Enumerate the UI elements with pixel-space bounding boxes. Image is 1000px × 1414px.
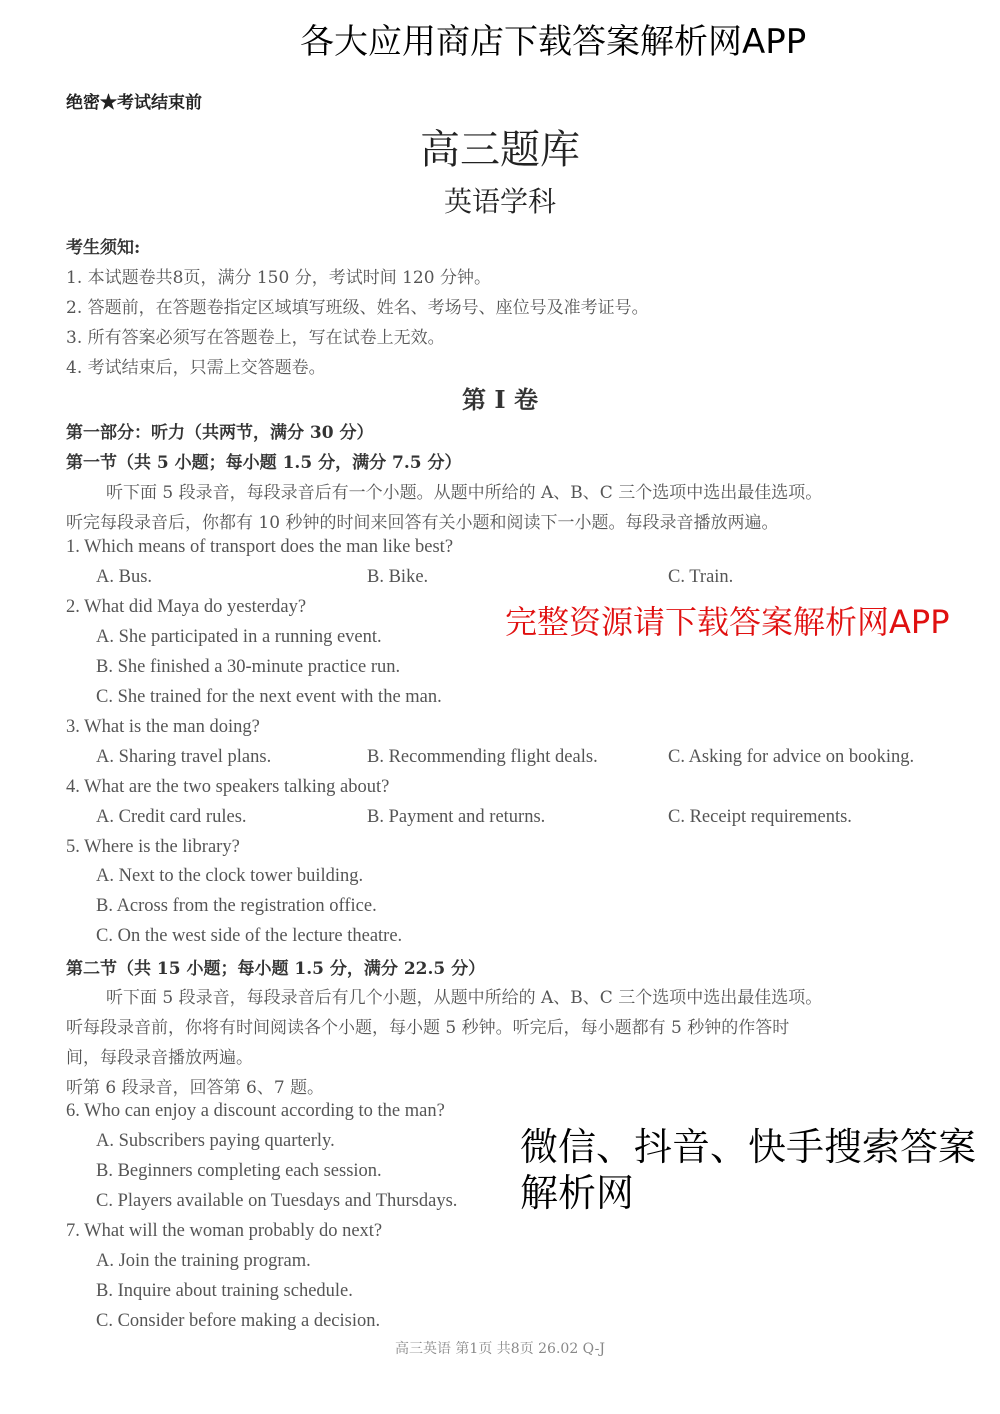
instruction: 听下面 5 段录音，每段录音后有一个小题。从题中所给的 A、B、C 三个选项中选出最佳选项。 xyxy=(106,483,823,503)
option: A. Subscribers paying quarterly. xyxy=(96,1131,335,1151)
question: 2. What did Maya do yesterday? xyxy=(66,597,307,617)
watermark: 完整资源请下载答案解析网APP xyxy=(505,603,950,641)
option: A. Sharing travel plans. xyxy=(96,747,272,767)
instruction: 听第 6 段录音，回答第 6、7 题。 xyxy=(66,1078,325,1098)
option: B. Payment and returns. xyxy=(367,807,546,827)
page-footer: 高三英语 第1页 共8页 26.02 Q-J xyxy=(394,1341,606,1357)
question: 3. What is the man doing? xyxy=(66,717,260,737)
option: A. Bus. xyxy=(96,567,153,587)
option: B. Inquire about training schedule. xyxy=(96,1281,353,1301)
question: 5. Where is the library? xyxy=(66,837,240,857)
notice-item: 2. 答题前，在答题卷指定区域填写班级、姓名、考场号、座位号及准考证号。 xyxy=(66,298,649,318)
instruction: 间，每段录音播放两遍。 xyxy=(66,1048,253,1068)
notice-item: 4. 考试结束后，只需上交答题卷。 xyxy=(66,358,326,378)
option: C. Asking for advice on booking. xyxy=(668,747,915,767)
option: B. Bike. xyxy=(367,567,429,587)
part-heading: 第一部分：听力（共两节，满分 30 分） xyxy=(66,423,374,443)
option: C. Receipt requirements. xyxy=(668,807,852,827)
option: A. She participated in a running event. xyxy=(96,627,382,647)
watermark: 微信、抖音、快手搜索答案解析网 xyxy=(520,1125,977,1215)
option: C. Players available on Tuesdays and Thursdays. xyxy=(96,1191,458,1211)
notice-item: 1. 本试题卷共8页，满分 150 分，考试时间 120 分钟。 xyxy=(66,268,491,288)
option: C. She trained for the next event with the man. xyxy=(96,687,442,707)
instruction: 听完每段录音后，你都有 10 秒钟的时间来回答有关小题和阅读下一小题。每段录音播放两遍。 xyxy=(66,513,779,533)
instruction: 听下面 5 段录音，每段录音后有几个小题，从题中所给的 A、B、C 三个选项中选出最佳选项。 xyxy=(106,988,823,1008)
subject-title: 英语学科 xyxy=(443,185,556,218)
page-title: 高三题库 xyxy=(420,127,580,173)
option: B. Across from the registration office. xyxy=(96,896,377,916)
notice-item: 3. 所有答案必须写在答题卷上，写在试卷上无效。 xyxy=(66,328,445,348)
option: C. On the west side of the lecture theatre. xyxy=(96,926,403,946)
volume-heading: 第 I 卷 xyxy=(462,385,538,414)
watermark: 各大应用商店下载答案解析网APP xyxy=(300,22,807,62)
option: C. Consider before making a decision. xyxy=(96,1311,381,1331)
option: B. Recommending flight deals. xyxy=(367,747,598,767)
option: B. She finished a 30-minute practice run. xyxy=(96,657,401,677)
section-heading: 第二节（共 15 小题；每小题 1.5 分，满分 22.5 分） xyxy=(66,959,486,979)
question: 1. Which means of transport does the man like best? xyxy=(66,537,454,557)
option: A. Next to the clock tower building. xyxy=(96,866,364,886)
option: C. Train. xyxy=(668,567,734,587)
option: B. Beginners completing each session. xyxy=(96,1161,382,1181)
notice-heading: 考生须知: xyxy=(66,238,141,258)
confidential-label: 绝密★考试结束前 xyxy=(66,93,202,113)
option: A. Join the training program. xyxy=(96,1251,311,1271)
question: 6. Who can enjoy a discount according to the man? xyxy=(66,1101,445,1121)
section-heading: 第一节（共 5 小题；每小题 1.5 分，满分 7.5 分） xyxy=(66,453,462,473)
option: A. Credit card rules. xyxy=(96,807,247,827)
question: 4. What are the two speakers talking about? xyxy=(66,777,390,797)
question: 7. What will the woman probably do next? xyxy=(66,1221,383,1241)
instruction: 听每段录音前，你将有时间阅读各个小题，每小题 5 秒钟。听完后，每小题都有 5 秒钟的作答时 xyxy=(66,1018,790,1038)
